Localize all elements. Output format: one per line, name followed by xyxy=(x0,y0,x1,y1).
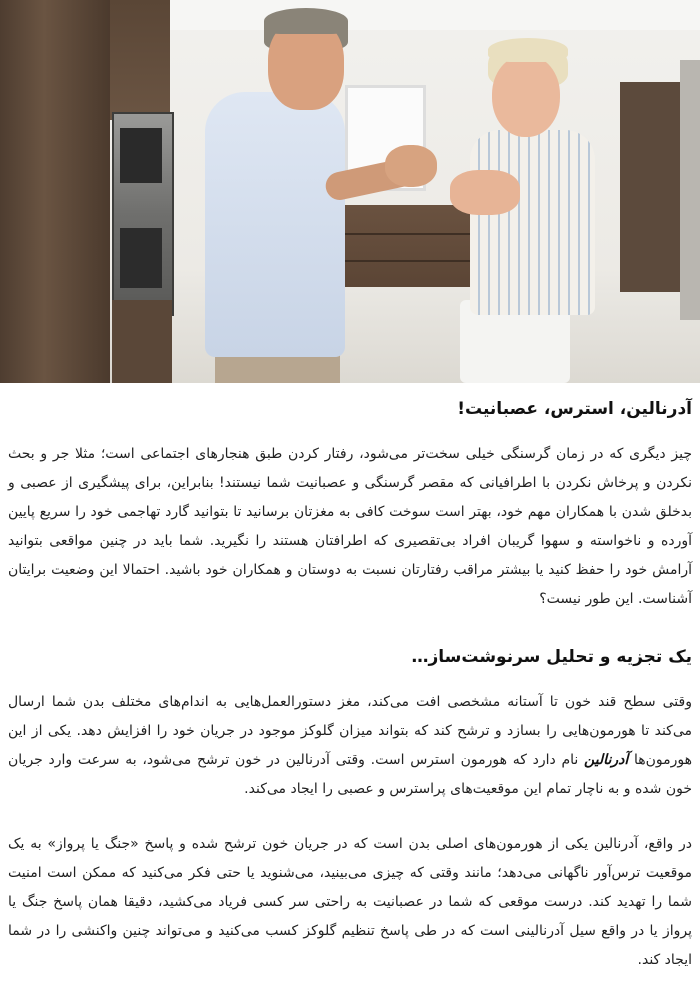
woman-figure xyxy=(470,130,595,315)
paragraph: در واقع، آدرنالین یکی از هورمون‌های اصلی بدن است که در جریان خون ترشح شده و پاسخ «جنگ یا پرواز» به یک موقعیت ترس‌آور ناگهانی می‌دهد؛ مانند وقتی که چیزی می‌بینید، می‌شنوید یا حتی فکر می‌کنید که ممکن است امنیت شما را تهدید کند. درست موقعی که شما در عصبانیت به راحتی سر کسی فریاد می‌کشید، دقیقا همان پاسخ جنگ یا پرواز یا در واقع سیل آدرنالینی است که در طی پاسخ تنظیم گلوکز کسب می‌کنید و می‌تواند چنین واکنشی را در شما ایجاد کند. xyxy=(8,836,692,968)
section-heading: یک تجزیه و تحلیل سرنوشت‌ساز… xyxy=(411,647,692,667)
keyword-adrenaline: آدرنالین xyxy=(584,752,629,768)
hero-image xyxy=(0,0,700,383)
paragraph: چیز دیگری که در زمان گرسنگی خیلی سخت‌تر می‌شود، رفتار کردن طبق هنجارهای اجتماعی است؛ مثلا جر و بحث نکردن و پرخاش نکردن با اطرافیانی که مقصر گرسنگی و عصبانیت شما نیستند! بنابراین، برای پیشگیری از عصبی و بدخلق شدن با همکاران مهم خود، بهتر است سوخت کافی به مغزتان برسانید تا بتوانید گارد تهاجمی خود را سریع پایین آورده و ناخواسته و سهوا گریبان افراد بی‌تقصیری که اطرافتان هستند را نگیرید. شما باید در چنین مواقعی بتوانید آرامش خود را حفظ کنید یا بیشتر مراقب رفتارتان نسبت به دوستان و همکاران خود باشید. احتمالا این وضعیت برایتان آشناست. این طور نیست؟ xyxy=(8,446,692,607)
man-figure xyxy=(205,92,345,357)
paragraph: وقتی سطح قند خون تا آستانه مشخصی افت می‌کند، مغز دستورالعمل‌هایی به اندام‌های مختلف بدن شما ارسال می‌کند تا هورمون‌هایی را بسازد و ترشح کند که بتواند میزان گلوکز موجود در جریان خود را افزایش دهد. یکی از این هورمون‌ها آدرنالین نام دارد که هورمون استرس است. وقتی آدرنالین در خون ترشح می‌شود، به سرعت وارد جریان خون شده و به ناچار تمام این موقعیت‌های پراسترس و عصبی را ایجاد می‌کند. xyxy=(8,694,693,797)
section-heading: آدرنالین، استرس، عصبانیت! xyxy=(457,399,692,419)
